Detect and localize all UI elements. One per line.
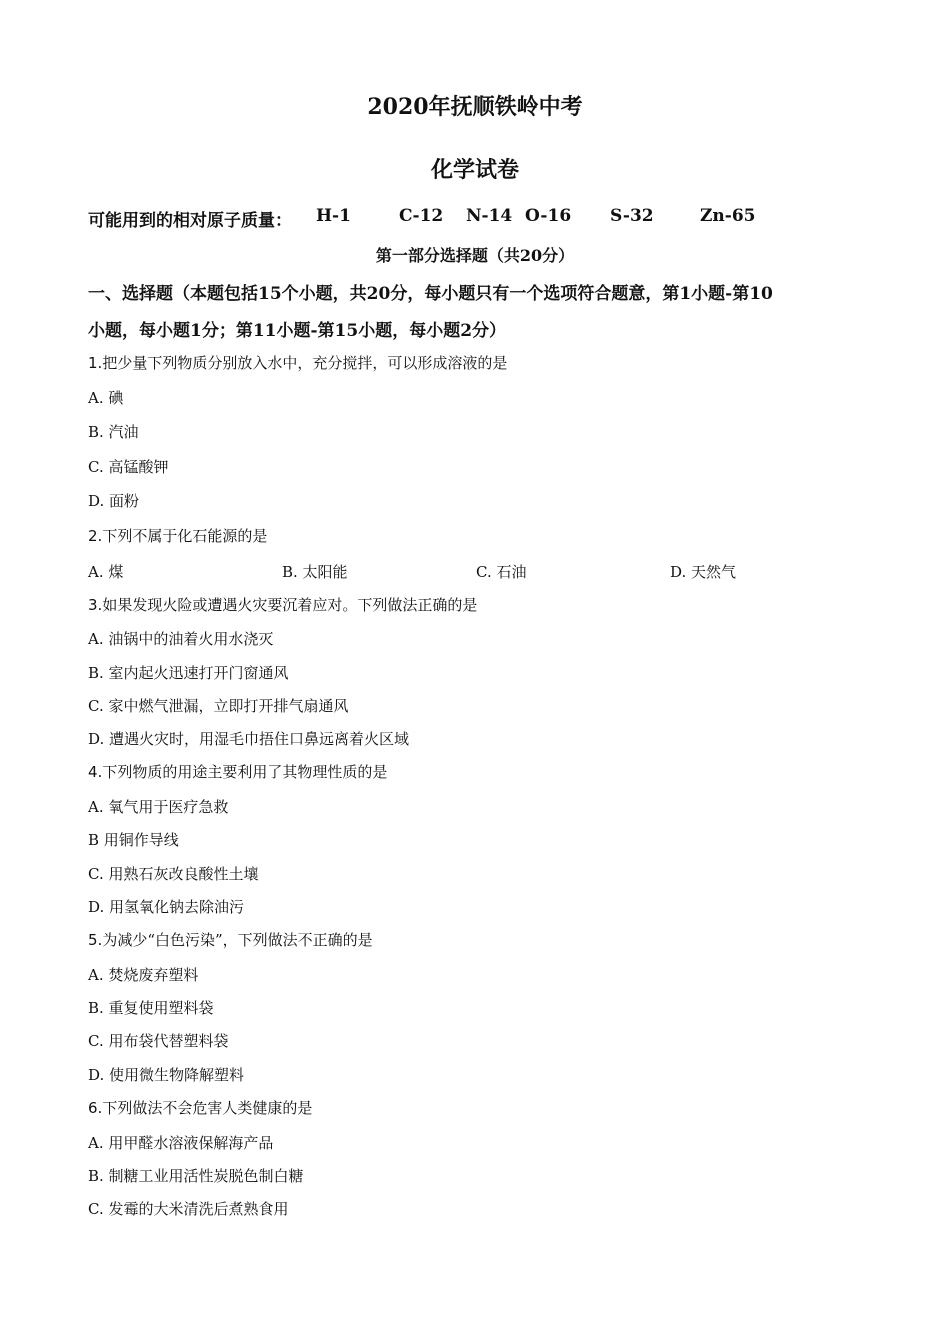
- question-text: 为减少“白色污染”，下列做法不正确的是: [102, 931, 373, 949]
- option-3d: D. 遭遇火灾时，用湿毛巾捂住口鼻远离着火区域: [88, 730, 410, 748]
- question-3: [88, 594, 477, 615]
- section-heading-line1: 一、选择题（本题包括15个小题，共20分，每小题只有一个选项符合题意，第1小题-第10: [88, 284, 773, 304]
- option-5b: B. 重复使用塑料袋: [88, 999, 214, 1017]
- question-2: [88, 525, 267, 546]
- option-2a: A. 煤: [88, 563, 124, 581]
- question-number: 1.: [88, 354, 103, 372]
- atomic-mass-item: Zn-65: [700, 206, 756, 226]
- option-6a: A. 用甲醛水溶液保解海产品: [88, 1134, 274, 1152]
- option-4a: A. 氧气用于医疗急救: [88, 798, 229, 816]
- option-1c: C. 高锰酸钾: [88, 458, 169, 476]
- question-4: [88, 761, 387, 782]
- atomic-mass-line: [88, 206, 868, 230]
- option-5c: C. 用布袋代替塑料袋: [88, 1032, 229, 1050]
- atomic-mass-item: H-1: [316, 206, 351, 226]
- question-text: 下列做法不会危害人类健康的是: [102, 1099, 313, 1117]
- question-text: 下列不属于化石能源的是: [102, 527, 268, 545]
- option-4c: C. 用熟石灰改良酸性土壤: [88, 865, 259, 883]
- question-5: [88, 929, 373, 950]
- option-4d: D. 用氢氧化钠去除油污: [88, 898, 245, 916]
- page-title: 2020年抚顺铁岭中考: [367, 94, 583, 120]
- option-6c: C. 发霉的大米清洗后煮熟食用: [88, 1200, 289, 1218]
- option-1b: B. 汽油: [88, 423, 139, 441]
- question-1: [88, 352, 507, 373]
- question-text: 如果发现火险或遭遇火灾要沉着应对。下列做法正确的是: [102, 596, 478, 614]
- question-6: [88, 1097, 312, 1118]
- question-number: 5.: [88, 931, 103, 949]
- option-2b: B. 太阳能: [282, 563, 348, 581]
- atomic-mass-item: S-32: [610, 206, 654, 226]
- part-heading: 第一部分选择题（共20分）: [375, 246, 575, 265]
- option-5d: D. 使用微生物降解塑料: [88, 1066, 245, 1084]
- section-heading-line2: 小题，每小题1分；第11小题-第15小题，每小题2分）: [88, 321, 507, 341]
- page-subtitle: 化学试卷: [430, 157, 519, 183]
- question-number: 4.: [88, 763, 103, 781]
- option-3a: A. 油锅中的油着火用水浇灭: [88, 630, 274, 648]
- option-4b: B 用铜作导线: [88, 831, 179, 849]
- question-number: 3.: [88, 596, 103, 614]
- atomic-mass-label: 可能用到的相对原子质量：: [88, 211, 292, 231]
- question-text: 下列物质的用途主要利用了其物理性质的是: [102, 763, 388, 781]
- question-text: 把少量下列物质分别放入水中，充分搅拌，可以形成溶液的是: [102, 354, 508, 372]
- option-6b: B. 制糖工业用活性炭脱色制白糖: [88, 1167, 304, 1185]
- option-1a: A. 碘: [88, 389, 124, 407]
- atomic-mass-item: C-12: [399, 206, 444, 226]
- option-3c: C. 家中燃气泄漏，立即打开排气扇通风: [88, 697, 349, 715]
- option-2c: C. 石油: [476, 563, 527, 581]
- option-3b: B. 室内起火迅速打开门窗通风: [88, 664, 289, 682]
- atomic-mass-item: N-14: [466, 206, 513, 226]
- option-5a: A. 焚烧废弃塑料: [88, 966, 199, 984]
- option-1d: D. 面粉: [88, 492, 140, 510]
- question-number: 6.: [88, 1099, 103, 1117]
- atomic-mass-item: O-16: [525, 206, 572, 226]
- option-2d: D. 天然气: [670, 563, 737, 581]
- question-number: 2.: [88, 527, 103, 545]
